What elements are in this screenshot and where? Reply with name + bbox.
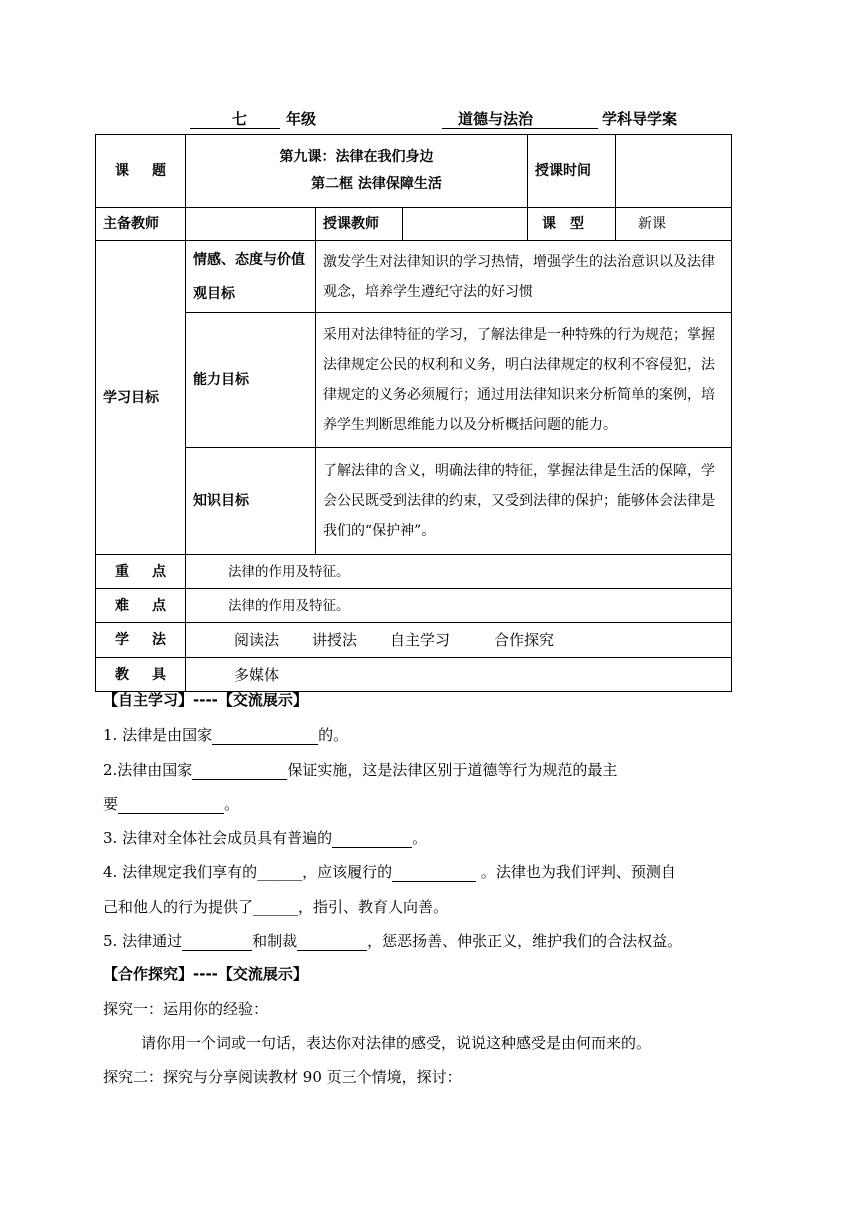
tools-label: 教 具 <box>115 666 166 683</box>
method-reading: 阅读法 <box>234 631 280 649</box>
method-lecture: 讲授法 <box>312 631 358 649</box>
goal-text-knowledge: 了解法律的含义，明确法律的特征，掌握法律是生活的保障，学会公民既受到法律的约束，又受到法律的保护；能够体会法律是我们的“保护神”。 <box>316 448 732 555</box>
difficulty-value: 法律的作用及特征。 <box>186 589 732 623</box>
cooperate-title: 【合作探究】----【交流展示】 <box>103 965 308 983</box>
question-4-text-2: 己和他人的行为提供了______，指引、教育人向善。 <box>103 898 449 916</box>
question-5-end: ，惩恶扬善、伸张正义，维护我们的合法权益。 <box>367 932 683 950</box>
question-1-text: 1. 法律是由国家 <box>103 726 213 744</box>
question-5-text: 5. 法律通过 <box>103 932 183 950</box>
question-2 <box>103 759 617 780</box>
question-2-blank-2[interactable] <box>118 795 224 814</box>
question-5 <box>103 930 682 951</box>
question-1 <box>103 724 348 745</box>
goal-label-emotion: 情感、态度与价值观目标 <box>186 241 316 313</box>
question-2-end: 。 <box>224 795 240 813</box>
question-2-line-2 <box>103 793 239 814</box>
self-study-title: 【自主学习】----【交流展示】 <box>103 691 308 709</box>
question-3 <box>103 827 427 848</box>
method-cooperation: 合作探究 <box>494 631 555 649</box>
time-label: 授课时间 <box>528 135 616 208</box>
question-2-text-2: 要 <box>103 795 119 813</box>
main-teacher-label: 主备教师 <box>96 208 186 241</box>
difficulty-label: 难 点 <box>115 597 166 614</box>
question-2-cont: 保证实施，这是法律区别于道德等行为规范的最主 <box>287 761 618 779</box>
question-3-text: 3. 法律对全体社会成员具有普遍的 <box>103 829 333 847</box>
teacher-label: 授课教师 <box>316 208 403 241</box>
goal-label-knowledge: 知识目标 <box>186 448 316 555</box>
inquiry-2-title: 探究二：探究与分享阅读教材 90 页三个情境，探讨： <box>103 1068 462 1086</box>
method-self-study: 自主学习 <box>390 631 451 649</box>
question-5-blank-1[interactable] <box>182 932 252 951</box>
question-4-cont: 。法律也为我们评判、预测自 <box>476 863 676 881</box>
tools-value: 多媒体 <box>186 658 732 692</box>
question-1-end: 的。 <box>318 726 349 744</box>
goals-label: 学习目标 <box>96 241 186 555</box>
goal-text-emotion: 激发学生对法律知识的学习热情，增强学生的法治意识以及法律观念，培养学生遵纪守法的好习惯 <box>316 241 732 313</box>
goal-label-ability: 能力目标 <box>186 313 316 448</box>
worksheet-body <box>103 0 763 1216</box>
grade-value: 七 <box>232 110 248 128</box>
grade-suffix: 年级 <box>286 110 317 128</box>
question-4-text: 4. 法律规定我们享有的______，应该履行的 <box>103 863 393 881</box>
type-value: 新课 <box>616 208 732 241</box>
question-4 <box>103 861 676 882</box>
inquiry-1-title: 探究一：运用你的经验： <box>103 1000 269 1018</box>
question-2-text: 2.法律由国家 <box>103 761 193 779</box>
topic-line-1: 第九课：法律在我们身边 <box>279 149 434 165</box>
question-5-blank-2[interactable] <box>297 932 367 951</box>
inquiry-1-text: 请你用一个词或一句话，表达你对法律的感受，说说这种感受是由何而来的。 <box>141 1034 652 1052</box>
question-4-line-2 <box>103 896 448 917</box>
header-suffix: 学科导学案 <box>602 110 678 128</box>
method-label: 学 法 <box>115 632 166 648</box>
type-label: 课 型 <box>528 208 616 241</box>
question-3-blank[interactable] <box>332 829 412 848</box>
question-1-blank[interactable] <box>212 726 318 745</box>
topic-label: 课 题 <box>115 163 166 179</box>
topic-line-2: 第二框 法律保障生活 <box>311 176 442 192</box>
question-4-blank[interactable] <box>392 863 476 882</box>
key-label: 重 点 <box>115 563 166 580</box>
key-value: 法律的作用及特征。 <box>186 555 732 589</box>
subject-value: 道德与法治 <box>458 110 534 128</box>
question-5-mid: 和制裁 <box>252 932 298 950</box>
question-3-end: 。 <box>412 829 428 847</box>
question-2-blank-1[interactable] <box>192 761 287 780</box>
goal-text-ability: 采用对法律特征的学习，了解法律是一种特殊的行为规范；掌握法律规定公民的权利和义务，明白法律规定的权利不容侵犯，法律规定的义务必须履行；通过用法律知识来分析简单的案例，培养学生判断思维能力以及分析概括问题的能力。 <box>316 313 732 448</box>
